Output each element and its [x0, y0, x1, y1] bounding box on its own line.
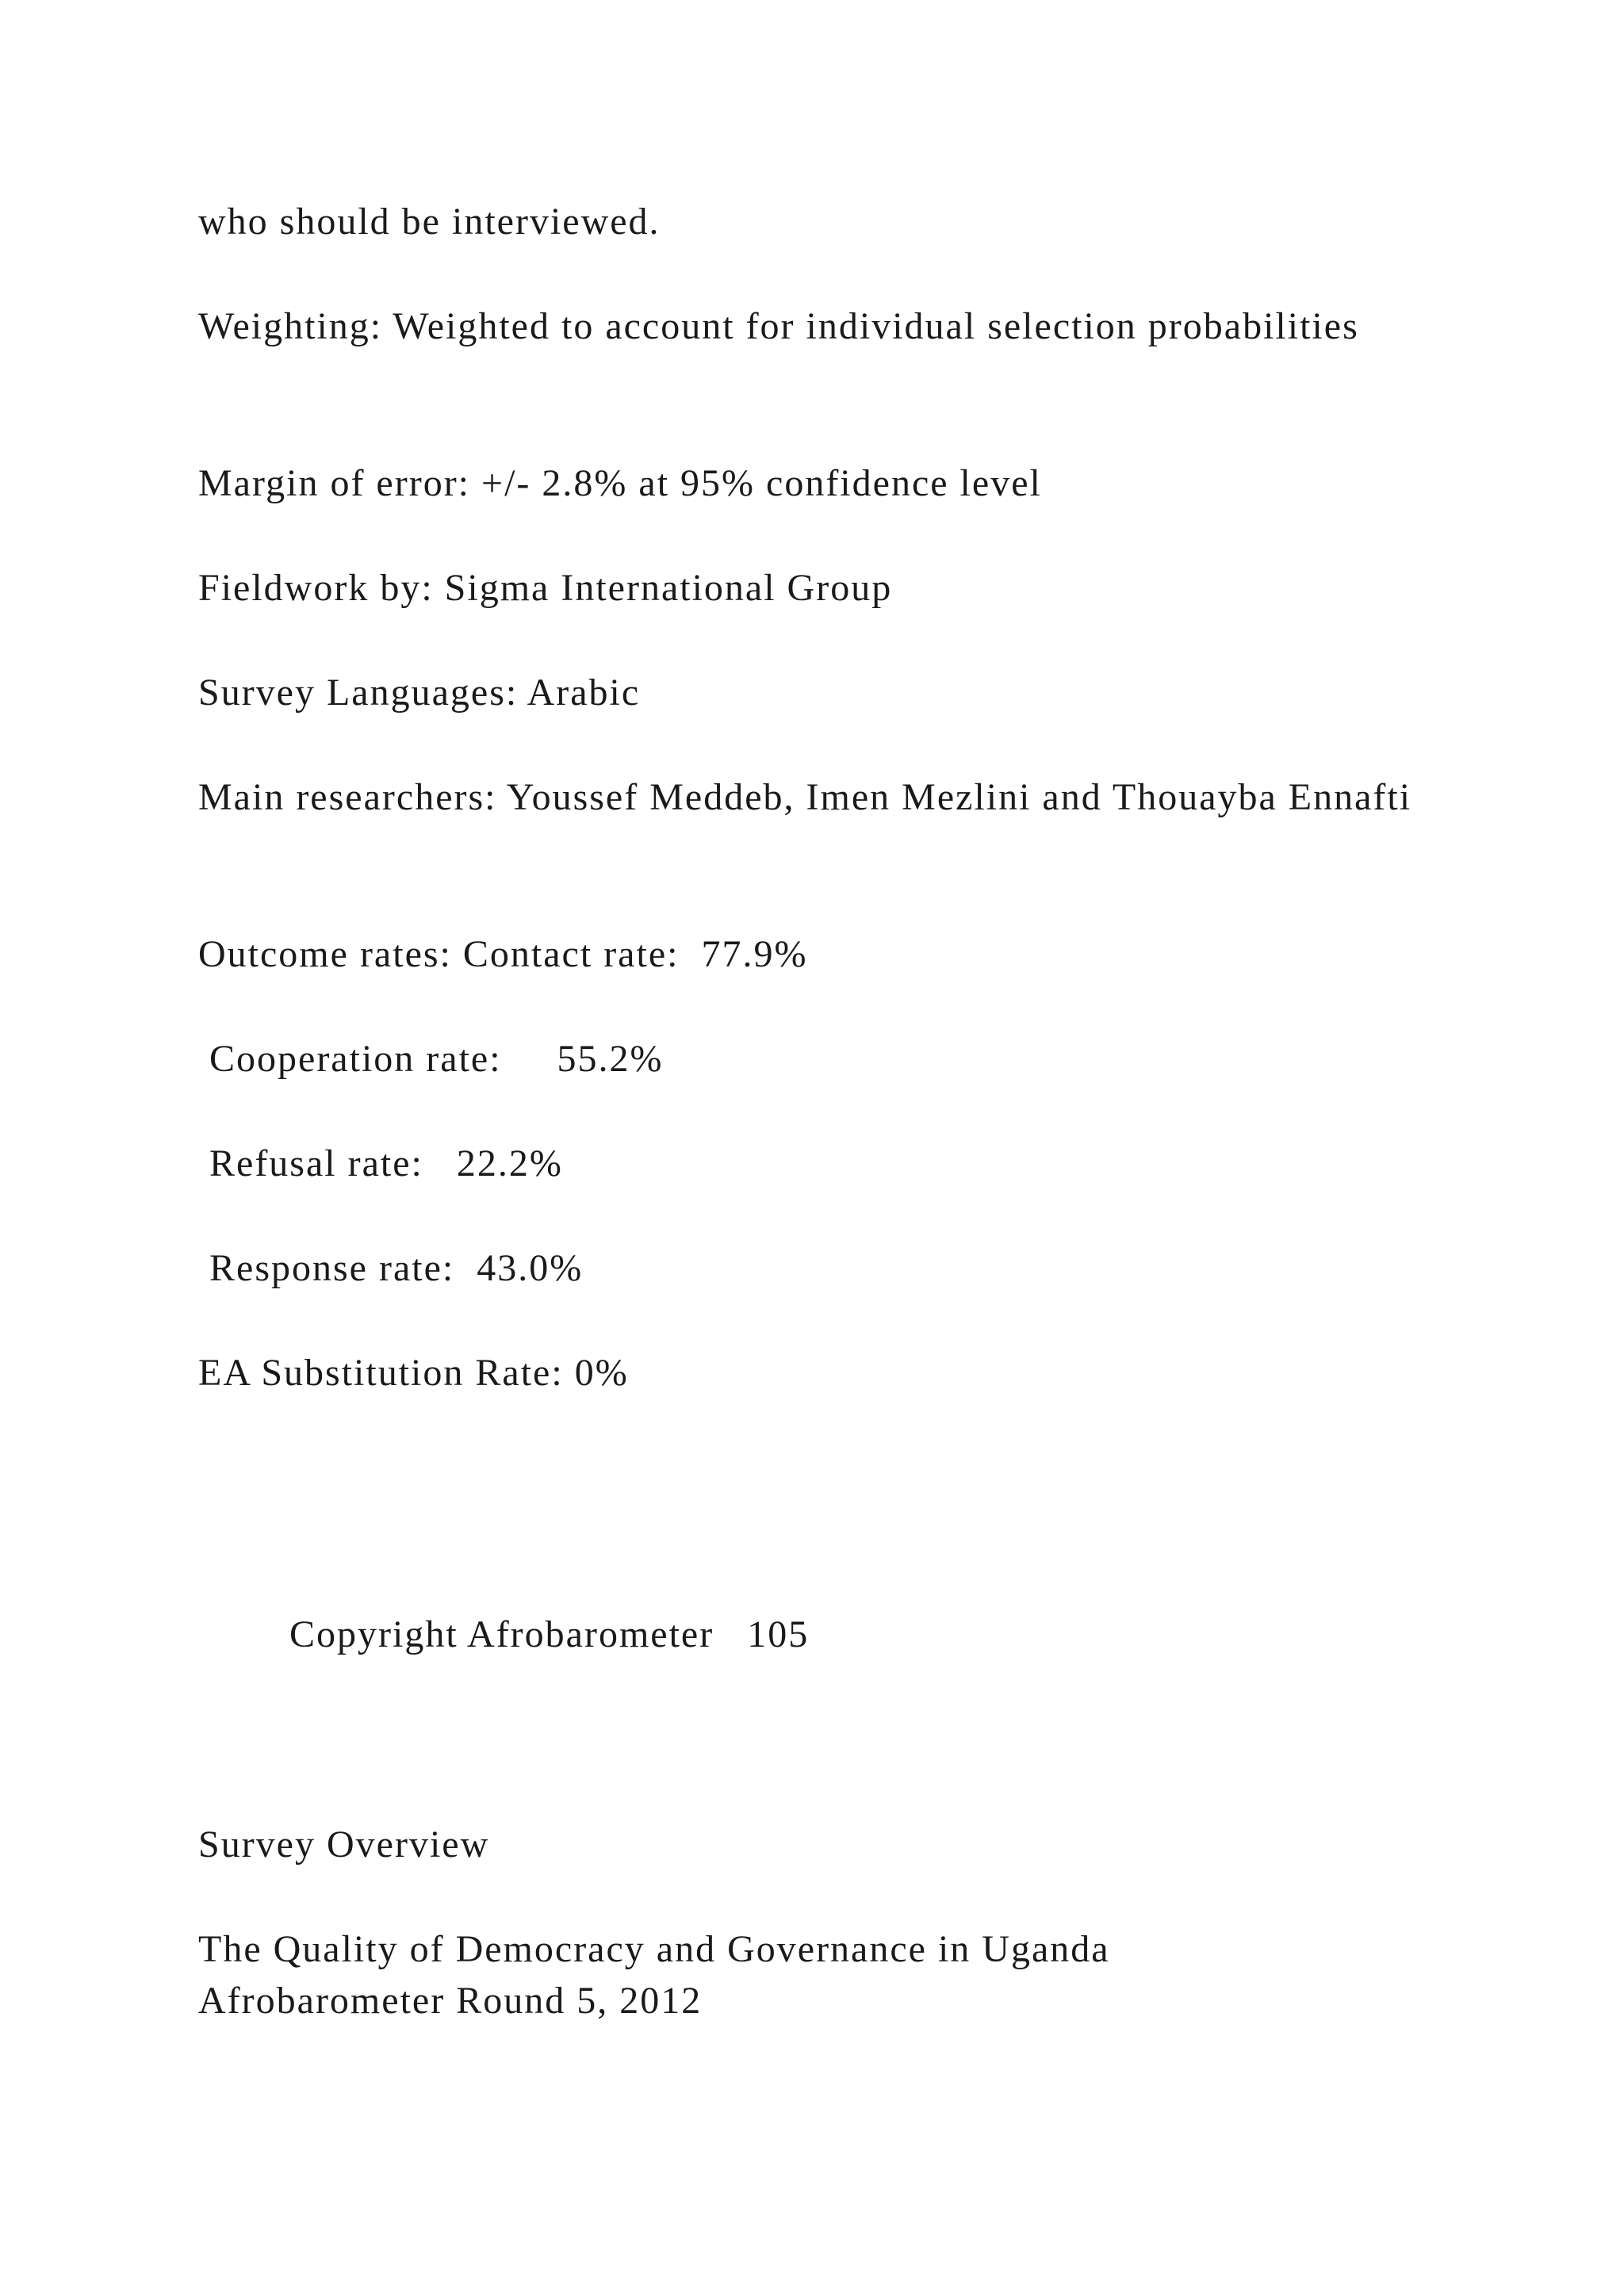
section-heading: Survey Overview	[198, 1823, 490, 1866]
paragraph-survey-languages: Survey Languages: Arabic	[198, 672, 641, 714]
page-footer: Copyright Afrobarometer 105	[289, 1613, 810, 1655]
paragraph-weighting: Weighting: Weighted to account for individual selection probabilities	[198, 305, 1359, 347]
paragraph-margin-of-error: Margin of error: +/- 2.8% at 95% confidence level	[198, 462, 1042, 504]
paragraph-main-researchers: Main researchers: Youssef Meddeb, Imen Mezlini and Thouayba Ennafti	[198, 776, 1412, 818]
paragraph-cooperation-rate: Cooperation rate: 55.2%	[198, 1038, 664, 1080]
paragraph-intro: who should be interviewed.	[198, 201, 661, 243]
paragraph-response-rate: Response rate: 43.0%	[198, 1247, 584, 1289]
paragraph-contact-rate: Outcome rates: Contact rate: 77.9%	[198, 933, 808, 975]
title-line-2: Afrobarometer Round 5, 2012	[198, 1980, 703, 2022]
paragraph-fieldwork: Fieldwork by: Sigma International Group	[198, 567, 893, 609]
paragraph-ea-substitution-rate: EA Substitution Rate: 0%	[198, 1352, 629, 1394]
title-line-1: The Quality of Democracy and Governance in Uganda	[198, 1928, 1110, 1970]
paragraph-refusal-rate: Refusal rate: 22.2%	[198, 1142, 563, 1184]
